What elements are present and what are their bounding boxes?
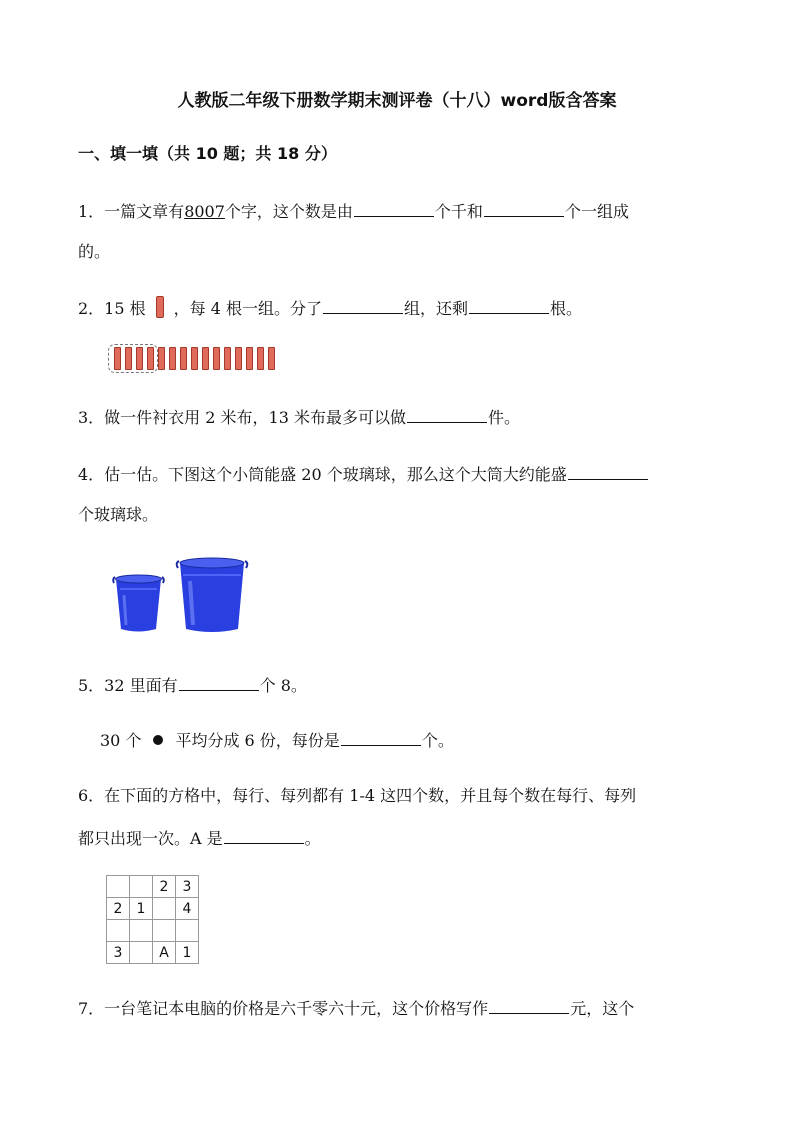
q6-blank[interactable] [224,827,304,844]
q7-text-2: 元，这个 [570,999,635,1018]
q1-text-4: 个一组成 [564,202,629,221]
stick-icon [213,347,220,370]
q4-continuation: 个玻璃球。 [78,505,159,524]
stick-icon [169,347,176,370]
q1-text: 1．一篇文章有 [78,202,185,221]
q3-text-2: 件。 [487,408,520,427]
grid-cell: 3 [107,942,130,964]
q6-continuation [78,826,321,849]
q5b-text: 30 个 [100,731,142,750]
bucket-illustration [108,555,253,635]
sticks-illustration [108,344,278,372]
question-5 [78,673,307,696]
q5b-text-3: 个。 [421,731,454,750]
question-7 [78,996,634,1019]
stick-icon [224,347,231,370]
q5-blank-2[interactable] [341,729,421,746]
grid-cell [130,876,153,898]
grid-cell: 2 [107,898,130,920]
q5b-text-2: 平均分成 6 份，每份是 [175,731,340,750]
q2-text-2: ，每 4 根一组。分了 [173,299,322,318]
section-heading: 一、填一填（共 10 题；共 18 分） [78,144,337,163]
number-grid [106,875,199,964]
q1-blank-ones[interactable] [484,200,564,217]
q1-continuation: 的。 [78,242,111,261]
large-bucket-icon [177,558,248,632]
q1-text-3: 个千和 [434,202,483,221]
stick-icon [147,347,154,370]
grid-cell: 3 [176,876,199,898]
q6-text: 都只出现一次。A 是 [78,829,223,848]
q2-text: 2．15 根 [78,299,146,318]
q1-blank-thousands[interactable] [354,200,434,217]
grid-cell: 4 [176,898,199,920]
q3-text: 3．做一件衬衣用 2 米布，13 米布最多可以做 [78,408,406,427]
q5-text-2: 个 8。 [259,676,307,695]
q7-text: 7．一台笔记本电脑的价格是六千零六十元，这个价格写作 [78,999,489,1018]
q3-blank[interactable] [407,406,487,423]
grid-cell [130,920,153,942]
stick-icon [268,347,275,370]
question-4 [78,462,649,485]
q4-blank[interactable] [568,463,648,480]
grid-cell [176,920,199,942]
grid-cell [153,920,176,942]
q1-text-2: 个字，这个数是由 [224,202,353,221]
question-3 [78,405,520,428]
dot-icon [153,735,163,745]
grid-cell: 1 [130,898,153,920]
stick-icon [191,347,198,370]
grid-row [107,876,199,898]
page-title: 人教版二年级下册数学期末测评卷（十八）word版含答案 [177,91,617,111]
q1-number: 8007 [184,202,225,221]
stick-icon [246,347,253,370]
q4-text: 4．估一估。下图这个小筒能盛 20 个玻璃球，那么这个大筒大约能盛 [78,465,567,484]
grid-cell [107,876,130,898]
q2-text-3: 组，还剩 [404,299,469,318]
stick-icon [235,347,242,370]
stick-icon [180,347,187,370]
q5-text: 5．32 里面有 [78,676,178,695]
grid-row [107,898,199,920]
question-6: 6．在下面的方格中，每行、每列都有 1-4 这四个数，并且每个数在每行、每列 [78,786,637,805]
grid-cell: 2 [153,876,176,898]
grid-cell: A [153,942,176,964]
question-2 [78,296,582,319]
question-1 [78,199,629,222]
stick-icon [125,347,132,370]
q2-blank-groups[interactable] [323,297,403,314]
stick-icon [257,347,264,370]
q2-text-4: 根。 [550,299,583,318]
grid-cell: 1 [176,942,199,964]
question-5b [100,728,454,751]
grid-cell [153,898,176,920]
q5-blank-1[interactable] [179,674,259,691]
q2-blank-remain[interactable] [469,297,549,314]
q7-blank[interactable] [489,997,569,1014]
q6-text-2: 。 [304,829,321,848]
stick-icon [158,347,165,370]
stick-icon [156,296,164,318]
grid-cell [130,942,153,964]
stick-icon [114,347,121,370]
small-bucket-icon [113,575,164,632]
grid-cell [107,920,130,942]
stick-icon [202,347,209,370]
grid-row [107,920,199,942]
grid-row [107,942,199,964]
stick-icon [136,347,143,370]
